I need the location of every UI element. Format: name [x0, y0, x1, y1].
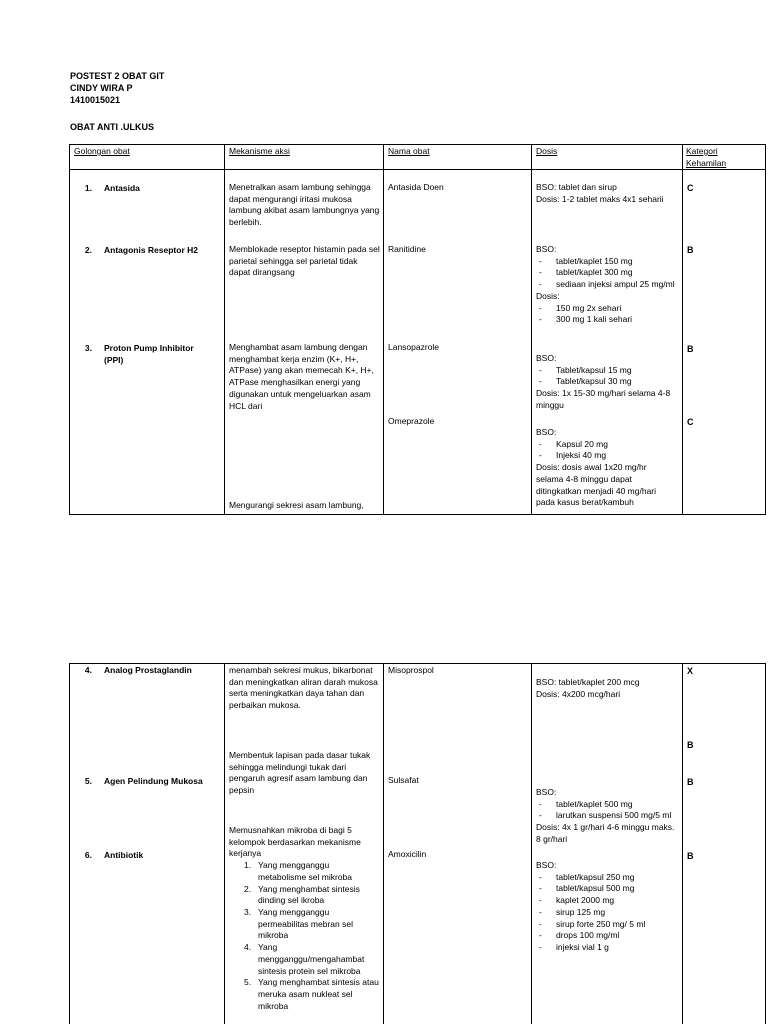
pregnancy-category: C	[687, 417, 694, 427]
header-divider	[69, 169, 766, 170]
header-golongan: Golongan obat	[74, 146, 130, 156]
row-number: 2.	[84, 245, 92, 255]
dosis-block: BSO: - tablet/kaplet 150 mg - tablet/kaplet 300 mg - sediaan injeksi ampul 25 mg/ml Dosis: - 150 mg 2x sehari - 300 mg 1 kali sehari	[536, 244, 676, 326]
pregnancy-category: C	[687, 183, 694, 193]
drug-name: Misoprospol	[388, 665, 434, 675]
list-item: - tablet/kaplet 500 mg	[536, 799, 680, 811]
list-item: - Tablet/kapsul 15 mg	[536, 365, 680, 377]
list-item: - Injeksi 40 mg	[536, 450, 676, 462]
mekanisme-text: Menetralkan asam lambung sehingga dapat mengurangi iritasi mukosa lambung akibat asam lambungnya yang berlebih.	[229, 182, 380, 228]
list-item: - 150 mg 2x sehari	[536, 303, 676, 315]
list-item: - tablet/kaplet 300 mg	[536, 267, 676, 279]
mekanisme-text: Memblokade reseptor histamin pada sel parietal sehingga sel parietal tidak dapat dirangsang	[229, 244, 380, 278]
row-number: 1.	[84, 183, 92, 193]
section-title: OBAT ANTI .ULKUS	[70, 122, 154, 132]
pregnancy-category: B	[687, 851, 694, 861]
mekanisme-text: Memusnahkan mikroba di bagi 5 kelompok berdasarkan mekanisme kerjanya 1. Yang mengganggu metabolisme sel mikroba 2. Yang menghambat sintesis dinding sel ikroba 3. Yang mengganggu permeabilitas mebran sel mikroba 4. Yang mengganggu/mengahambat sintesis protein sel mikroba 5. Yang menghambat sintesis atau meruka asam nukleat sel mikroba	[229, 825, 379, 1011]
pregnancy-category: B	[687, 245, 694, 255]
drug-name: Sulsafat	[388, 775, 419, 785]
list-item: 3. Yang mengganggu permeabilitas mebran sel mikroba	[244, 907, 353, 941]
dosis-block: BSO: - tablet/kaplet 500 mg - larutkan suspensi 500 mg/5 ml Dosis: 4x 1 gr/hari 4-6 minggu maks. 8 gr/hari	[536, 787, 680, 846]
golongan-label: Analog Prostaglandin	[104, 665, 192, 675]
drug-name: Lansopazrole	[388, 342, 440, 352]
dosis-block: BSO: - tablet/kapsul 250 mg - tablet/kapsul 500 mg - kaplet 2000 mg - sirup 125 mg - sirup forte 250 mg/ 5 ml - drops 100 mg/ml - injeksi vial 1 g	[536, 860, 680, 954]
row-number: 6.	[84, 850, 92, 860]
drug-name: Amoxicilin	[388, 849, 427, 859]
pregnancy-category: X	[687, 666, 694, 676]
row-number: 5.	[84, 776, 92, 786]
list-item: - drops 100 mg/ml	[536, 930, 680, 942]
mechanism-list	[229, 860, 379, 1012]
header-nama-obat: Nama obat	[388, 146, 430, 156]
student-id: 1410015021	[70, 95, 121, 105]
golongan-label: Agen Pelindung Mukosa	[104, 776, 203, 786]
list-item: - Tablet/kapsul 30 mg	[536, 376, 680, 388]
header-kehamilan: Kehamilan	[686, 158, 727, 168]
header-kategori: Kategori	[686, 146, 718, 156]
list-item: - 300 mg 1 kali sehari	[536, 314, 676, 326]
drug-name: Omeprazole	[388, 416, 435, 426]
list-item: - sirup forte 250 mg/ 5 ml	[536, 919, 680, 931]
header-mekanisme: Mekanisme aksi	[229, 146, 290, 156]
list-item: 2. Yang menghambat sintesis dinding sel ikroba	[244, 883, 360, 906]
list-item: - larutkan suspensi 500 mg/5 ml	[536, 810, 680, 822]
list-item: - Kapsul 20 mg	[536, 439, 676, 451]
student-name: CINDY WIRA P	[70, 83, 133, 93]
dosis-block: BSO: - Kapsul 20 mg - Injeksi 40 mg Dosis: dosis awal 1x20 mg/hr selama 4-8 minggu dapat ditingkatkan menjadi 40 mg/hari pada kasus berat/kambuh	[536, 427, 676, 509]
doc-title: POSTEST 2 OBAT GIT	[70, 71, 165, 81]
dosis-block: BSO: tablet dan sirup Dosis: 1-2 tablet maks 4x1 seharii	[536, 182, 664, 204]
mekanisme-text: menambah sekresi mukus, bikarbonat dan meningkatkan aliran darah mukosa serta meningkatkan daya tahan dan perbaikan mukosa.	[229, 665, 378, 711]
drug-name: Antasida Doen	[388, 182, 444, 192]
row-number: 4.	[84, 665, 92, 675]
list-item: - kaplet 2000 mg	[536, 895, 680, 907]
golongan-label: Antasida	[104, 183, 140, 193]
pregnancy-category: B	[687, 344, 694, 354]
golongan-label: Proton Pump Inhibitor (PPI)	[104, 343, 194, 365]
list-item: 1. Yang mengganggu metabolisme sel mikroba	[244, 860, 353, 882]
list-item: 5. Yang menghambat sintesis atau meruka asam nukleat sel mikroba	[244, 977, 379, 1011]
mekanisme-text: Membentuk lapisan pada dasar tukak sehingga melindungi tukak dari pengaruh agresif asam lambung dan pepsin	[229, 750, 371, 796]
golongan-label: Antibiotik	[104, 850, 144, 860]
mekanisme-text: Mengurangi sekresi asam lambung,	[229, 500, 364, 510]
list-item: - sirup 125 mg	[536, 907, 680, 919]
drug-name: Ranitidine	[388, 244, 426, 254]
pregnancy-category: B	[687, 740, 694, 750]
row-number: 3.	[84, 343, 92, 353]
list-item: - tablet/kaplet 150 mg	[536, 256, 676, 268]
dosis-block: BSO: - Tablet/kapsul 15 mg - Tablet/kapsul 30 mg Dosis: 1x 15-30 mg/hari selama 4-8 minggu	[536, 353, 680, 412]
list-item: - injeksi vial 1 g	[536, 942, 680, 954]
golongan-label: Antagonis Reseptor H2	[104, 245, 198, 255]
mekanisme-text: Menghambat asam lambung dengan menghambat kerja enzim (K+, H+, ATPase) yang akan memecah K+, H+, ATPase menghasilkan energi yang digunakan untuk mengeluarkan asam HCL dari	[229, 342, 374, 411]
list-item: - tablet/kapsul 500 mg	[536, 883, 680, 895]
list-item: - sediaan injeksi ampul 25 mg/ml	[536, 279, 676, 291]
list-item: - tablet/kapsul 250 mg	[536, 872, 680, 884]
dosis-block: BSO: tablet/kaplet 200 mcg Dosis: 4x200 mcg/hari	[536, 677, 640, 699]
header-dosis: Dosis	[536, 146, 558, 156]
list-item: 4. Yang mengganggu/mengahambat sintesis protein sel mikroba	[244, 942, 365, 976]
pregnancy-category: B	[687, 777, 694, 787]
